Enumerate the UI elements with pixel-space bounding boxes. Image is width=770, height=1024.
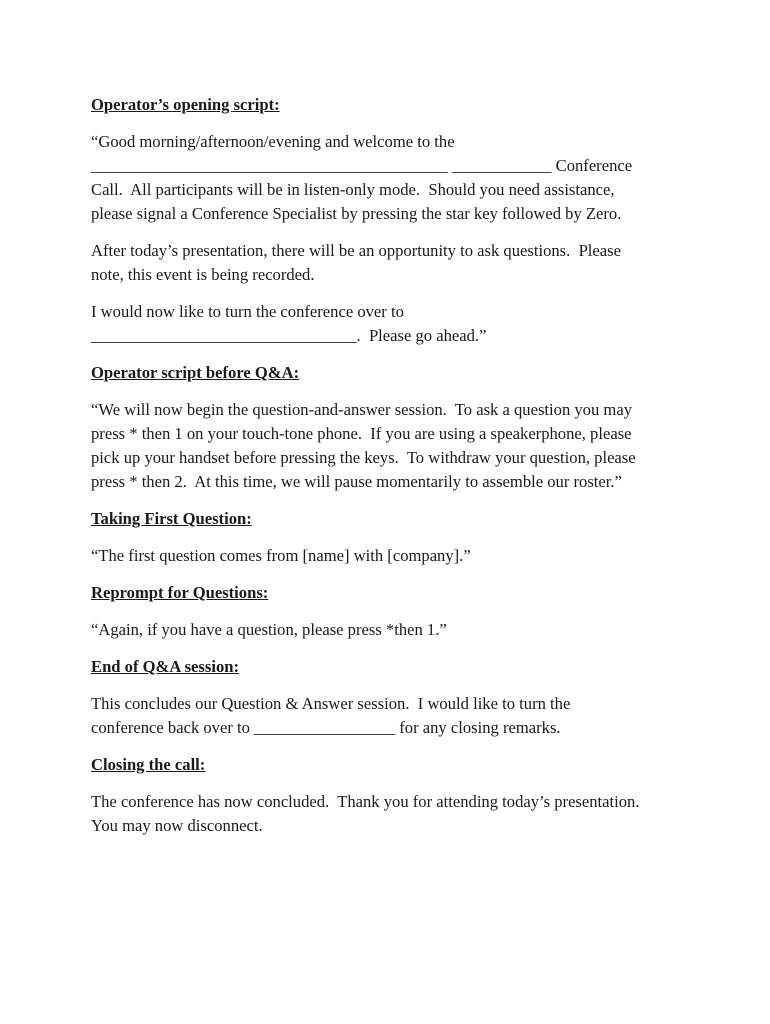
paragraph-first-question [91,544,691,568]
document-page [91,93,691,851]
heading-opening-script: Operator’s opening script: [91,95,280,114]
text-line: You may now disconnect. [91,816,263,835]
text-line: note, this event is being recorded. [91,265,315,284]
paragraph-welcome [91,130,691,226]
text-line: “We will now begin the question-and-answer session. To ask a question you may [91,400,632,419]
paragraph-reprompt [91,618,691,642]
text-line: conference back over to _________________ for any closing remarks. [91,718,561,737]
text-line: After today’s presentation, there will be an opportunity to ask questions. Please [91,241,621,260]
heading-reprompt: Reprompt for Questions: [91,583,269,602]
text-line: “Again, if you have a question, please press *then 1.” [91,620,447,639]
text-line: I would now like to turn the conference over to [91,302,404,321]
paragraph-recording-notice [91,239,691,287]
text-line: ________________________________. Please go ahead.” [91,326,487,345]
text-line: ___________________________________________ ____________ Conference [91,156,633,175]
text-line: press * then 1 on your touch-tone phone. If you are using a speakerphone, please [91,424,632,443]
text-line: pick up your handset before pressing the keys. To withdraw your question, please [91,448,636,467]
paragraph-closing [91,790,691,838]
text-line: The conference has now concluded. Thank you for attending today’s presentation. [91,792,640,811]
text-line: This concludes our Question & Answer session. I would like to turn the [91,694,571,713]
heading-before-qa: Operator script before Q&A: [91,363,300,382]
heading-end-qa: End of Q&A session: [91,657,239,676]
text-line: Call. All participants will be in listen-only mode. Should you need assistance, [91,180,615,199]
paragraph-handover [91,300,691,348]
text-line: “The first question comes from [name] with [company].” [91,546,471,565]
text-line: press * then 2. At this time, we will pause momentarily to assemble our roster.” [91,472,622,491]
heading-first-question: Taking First Question: [91,509,252,528]
text-line: “Good morning/afternoon/evening and welcome to the [91,132,455,151]
paragraph-end-qa [91,692,691,740]
paragraph-qa-instructions [91,398,691,494]
text-line: please signal a Conference Specialist by pressing the star key followed by Zero. [91,204,622,223]
heading-closing: Closing the call: [91,755,206,774]
